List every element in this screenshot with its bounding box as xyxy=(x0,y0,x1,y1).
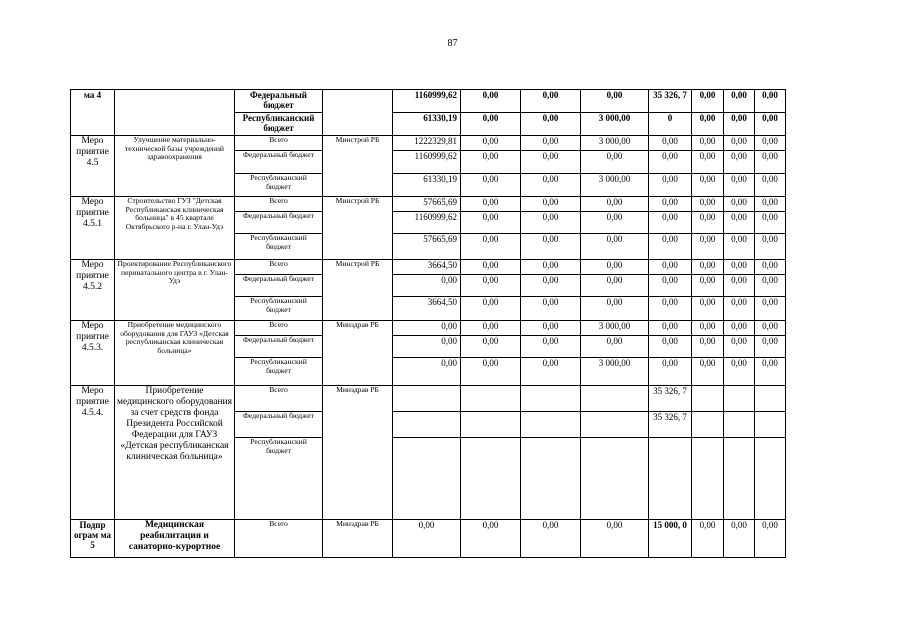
table-cell: 0,00 xyxy=(692,275,724,297)
page-number: 87 xyxy=(447,38,458,49)
table-cell: 0,00 xyxy=(581,212,649,234)
table-cell xyxy=(581,412,649,438)
table-cell: 3664,50 xyxy=(393,297,461,321)
table-cell xyxy=(393,412,461,438)
table-cell: Минстрой РБ xyxy=(323,136,393,197)
table-cell: 0,00 xyxy=(692,113,724,136)
table-cell: Республиканский бюджет xyxy=(235,358,323,386)
table-cell: Всего xyxy=(235,260,323,275)
table-cell: 0,00 xyxy=(755,197,786,212)
table-cell: 0,00 xyxy=(649,336,692,358)
table-cell: 1160999,62 xyxy=(393,212,461,234)
table-cell: Меро приятие 4.5.4. xyxy=(71,386,115,520)
table-cell: 0,00 xyxy=(649,197,692,212)
table-cell: Федеральный бюджет xyxy=(235,336,323,358)
table-body xyxy=(71,90,786,558)
table-cell: 0,00 xyxy=(521,174,581,197)
table-cell: 0,00 xyxy=(755,174,786,197)
table-cell: 0,00 xyxy=(724,321,755,336)
table-cell: 0,00 xyxy=(521,260,581,275)
table-cell: Строительство ГУЗ "Детская Республиканская клиническая больница" в 45 квартале Октябрьского р-на г. Улан-Удэ xyxy=(115,197,235,260)
table-cell: 0,00 xyxy=(521,90,581,113)
table-cell: 0,00 xyxy=(581,336,649,358)
table-cell xyxy=(521,438,581,520)
table-cell: 0,00 xyxy=(461,358,521,386)
table-cell: 3 000,00 xyxy=(581,113,649,136)
table-cell: 0,00 xyxy=(692,90,724,113)
table-cell xyxy=(724,412,755,438)
table-cell: 0,00 xyxy=(581,197,649,212)
table-cell xyxy=(692,386,724,412)
table-cell xyxy=(393,386,461,412)
table-cell: 0,00 xyxy=(755,321,786,336)
table-cell: Всего xyxy=(235,136,323,151)
table-cell: Меро приятие 4.5.2 xyxy=(71,260,115,321)
table-cell: 0,00 xyxy=(755,358,786,386)
table-cell: 0,00 xyxy=(649,212,692,234)
table-cell: 0,00 xyxy=(461,275,521,297)
table-cell xyxy=(755,412,786,438)
table-cell: 0,00 xyxy=(724,336,755,358)
table-cell xyxy=(115,90,235,136)
table-cell: Республиканский бюджет xyxy=(235,174,323,197)
table-cell: 0,00 xyxy=(755,234,786,260)
table-cell: 0,00 xyxy=(692,151,724,174)
table-cell: Минздрав РБ xyxy=(323,386,393,520)
table-cell: 0,00 xyxy=(649,260,692,275)
table-cell: 0,00 xyxy=(521,136,581,151)
table-cell xyxy=(692,438,724,520)
table-cell: 15 000, 0 xyxy=(649,520,692,558)
table-cell: 0,00 xyxy=(724,358,755,386)
table-cell: 1160999,62 xyxy=(393,151,461,174)
table-cell: Федеральный бюджет xyxy=(235,212,323,234)
table-cell: 0,00 xyxy=(755,260,786,275)
table-cell: 0,00 xyxy=(724,275,755,297)
table-cell: 3 000,00 xyxy=(581,174,649,197)
table-cell: 0,00 xyxy=(521,212,581,234)
table-cell: 0,00 xyxy=(461,234,521,260)
table-cell: 0,00 xyxy=(461,151,521,174)
table-cell: 0,00 xyxy=(649,151,692,174)
table-cell: 0,00 xyxy=(692,297,724,321)
table-cell: 3 000,00 xyxy=(581,136,649,151)
table-cell xyxy=(649,438,692,520)
table-cell: 3664,50 xyxy=(393,260,461,275)
table-cell: 0,00 xyxy=(755,297,786,321)
table-cell: Федеральный бюджет xyxy=(235,90,323,113)
table-cell xyxy=(461,386,521,412)
table-cell: 0,00 xyxy=(692,358,724,386)
table-cell: 57665,69 xyxy=(393,234,461,260)
table-cell: 0,00 xyxy=(724,197,755,212)
table-cell: 0,00 xyxy=(461,336,521,358)
table-cell: 0,00 xyxy=(692,234,724,260)
table-cell: 0,00 xyxy=(724,260,755,275)
table-cell: 0,00 xyxy=(755,336,786,358)
table-cell: 0,00 xyxy=(692,174,724,197)
table-cell: Минстрой РБ xyxy=(323,197,393,260)
table-cell: 0,00 xyxy=(461,197,521,212)
table-cell: 0,00 xyxy=(521,197,581,212)
table-row xyxy=(71,260,786,275)
table-cell xyxy=(521,412,581,438)
table-cell: Улучшение материально-технической базы учреждений здравоохранения xyxy=(115,136,235,197)
table-cell: 61330,19 xyxy=(393,174,461,197)
table-cell: 1222329,81 xyxy=(393,136,461,151)
table-cell: Медицинская реабилитация и санаторно-курортное xyxy=(115,520,235,558)
table-cell xyxy=(461,412,521,438)
table-cell: 0,00 xyxy=(393,520,461,558)
table-cell: 0,00 xyxy=(755,520,786,558)
table-cell: 0,00 xyxy=(521,520,581,558)
table-cell xyxy=(323,90,393,136)
table-cell: 0,00 xyxy=(649,275,692,297)
table-cell: 0,00 xyxy=(692,321,724,336)
table-cell: 0,00 xyxy=(461,520,521,558)
table-cell xyxy=(581,386,649,412)
table-cell: Минздрав РБ xyxy=(323,321,393,386)
table-cell: Приобретение медицинского оборудования за счет средств фонда Президента Российской Федерации для ГАУЗ «Детская республиканская клиническая больница» xyxy=(115,386,235,520)
table-cell: 0,00 xyxy=(692,336,724,358)
table-cell: 0,00 xyxy=(521,358,581,386)
table-cell: 0,00 xyxy=(755,113,786,136)
table-row xyxy=(71,197,786,212)
table-cell: Всего xyxy=(235,386,323,412)
table-cell: 0,00 xyxy=(724,113,755,136)
table-cell: 35 326, 7 xyxy=(649,386,692,412)
table-cell: 0,00 xyxy=(724,151,755,174)
table-cell: 0,00 xyxy=(692,136,724,151)
table-cell: 0,00 xyxy=(724,136,755,151)
table-cell: 0,00 xyxy=(649,297,692,321)
table-cell: Республиканский бюджет xyxy=(235,234,323,260)
table-cell xyxy=(521,386,581,412)
table-cell: 0,00 xyxy=(755,90,786,113)
table-row xyxy=(71,386,786,412)
table-cell: 35 326, 7 xyxy=(649,90,692,113)
table-cell xyxy=(724,438,755,520)
table-cell: 0,00 xyxy=(724,520,755,558)
table-cell: 0,00 xyxy=(724,297,755,321)
table-cell: Подпр ограм ма 5 xyxy=(71,520,115,558)
table-cell: Меро приятие 4.5.1 xyxy=(71,197,115,260)
table-cell: Минстрой РБ xyxy=(323,260,393,321)
table-cell xyxy=(692,412,724,438)
table-cell: Республиканский бюджет xyxy=(235,438,323,520)
table-cell: 0,00 xyxy=(461,297,521,321)
table-cell xyxy=(393,438,461,520)
table-cell: 0,00 xyxy=(692,520,724,558)
table-cell: 3 000,00 xyxy=(581,358,649,386)
table-cell: 0,00 xyxy=(581,275,649,297)
table-cell: 0,00 xyxy=(461,260,521,275)
table-cell: 0,00 xyxy=(692,212,724,234)
table-cell: 0,00 xyxy=(521,321,581,336)
table-cell: 0,00 xyxy=(581,520,649,558)
table-cell: 0,00 xyxy=(461,212,521,234)
table-cell: 0,00 xyxy=(393,358,461,386)
table-cell: 0 xyxy=(649,113,692,136)
table-cell: Федеральный бюджет xyxy=(235,412,323,438)
table-row xyxy=(71,90,786,113)
table-cell: Республиканский бюджет xyxy=(235,297,323,321)
table-cell xyxy=(461,438,521,520)
table-cell: 0,00 xyxy=(461,90,521,113)
table-cell: Всего xyxy=(235,197,323,212)
table-cell: Приобретение медицинского оборудования для ГАУЗ «Детская республиканская клиническая больница» xyxy=(115,321,235,386)
table-cell: ма 4 xyxy=(71,90,115,136)
table-cell: 0,00 xyxy=(755,212,786,234)
table-cell: 0,00 xyxy=(649,174,692,197)
table-cell: Минздрав РБ xyxy=(323,520,393,558)
table-cell: 0,00 xyxy=(521,275,581,297)
table-cell: 0,00 xyxy=(649,136,692,151)
table-cell: 0,00 xyxy=(724,234,755,260)
table-cell: 0,00 xyxy=(649,358,692,386)
table-cell: Проектирование Республиканского перинатального центра в г. Улан-Удэ xyxy=(115,260,235,321)
table-cell: 0,00 xyxy=(461,136,521,151)
table-cell: Всего xyxy=(235,520,323,558)
table-cell xyxy=(755,438,786,520)
table-cell: 0,00 xyxy=(724,90,755,113)
table-cell: 0,00 xyxy=(461,113,521,136)
table-cell: 0,00 xyxy=(521,151,581,174)
table-cell: 0,00 xyxy=(755,136,786,151)
table-cell: 0,00 xyxy=(755,151,786,174)
table-cell: 0,00 xyxy=(692,197,724,212)
table-row xyxy=(71,520,786,558)
table-cell: 0,00 xyxy=(755,275,786,297)
table-cell: 0,00 xyxy=(521,297,581,321)
table-cell: 3 000,00 xyxy=(581,321,649,336)
table-cell: 0,00 xyxy=(581,234,649,260)
table-cell: Меро приятие 4.5.3. xyxy=(71,321,115,386)
table-cell: 0,00 xyxy=(461,174,521,197)
table-cell: 0,00 xyxy=(724,174,755,197)
table-cell: 0,00 xyxy=(521,234,581,260)
table-cell: 0,00 xyxy=(581,151,649,174)
table-cell: 61330,19 xyxy=(393,113,461,136)
table-cell: 0,00 xyxy=(649,321,692,336)
table-cell: 0,00 xyxy=(581,297,649,321)
table-cell: 0,00 xyxy=(649,234,692,260)
table-cell: 0,00 xyxy=(393,336,461,358)
budget-table xyxy=(70,89,786,558)
table-cell: 0,00 xyxy=(692,260,724,275)
table-cell xyxy=(755,386,786,412)
table-row xyxy=(71,136,786,151)
table-row xyxy=(71,321,786,336)
table-cell: Федеральный бюджет xyxy=(235,275,323,297)
table-cell: 0,00 xyxy=(581,90,649,113)
table-cell: 35 326, 7 xyxy=(649,412,692,438)
table-cell: 0,00 xyxy=(581,260,649,275)
table-cell: 0,00 xyxy=(724,212,755,234)
table-cell: 0,00 xyxy=(393,321,461,336)
table-cell: 0,00 xyxy=(461,321,521,336)
table-cell: 57665,69 xyxy=(393,197,461,212)
table-cell: 0,00 xyxy=(521,113,581,136)
table-cell: 0,00 xyxy=(521,336,581,358)
table-cell: Меро приятие 4.5 xyxy=(71,136,115,197)
table-cell: Всего xyxy=(235,321,323,336)
table-cell: 0,00 xyxy=(393,275,461,297)
table-cell xyxy=(581,438,649,520)
table-cell: 1160999,62 xyxy=(393,90,461,113)
table-cell: Федеральный бюджет xyxy=(235,151,323,174)
table-cell: Республиканский бюджет xyxy=(235,113,323,136)
table-cell xyxy=(724,386,755,412)
